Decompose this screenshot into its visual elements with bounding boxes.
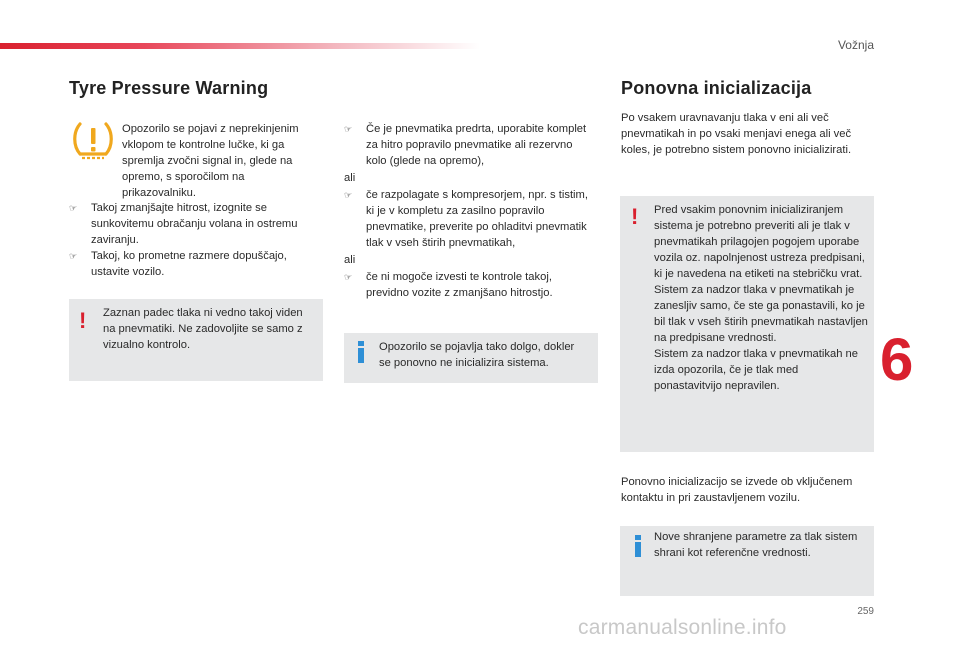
or-label: ali xyxy=(344,254,356,266)
list-item-text: če razpolagate s kompresorjem, npr. s tistim, ki je v kompletu za zasilno popravilo pnevmatike, preverite po ohladitvi pnevmatik tlak v vseh štirih pnevmatikah, xyxy=(366,189,588,249)
section-label: Vožnja xyxy=(837,38,874,52)
hand-pointer-icon: ☞ xyxy=(344,190,353,200)
info-icon xyxy=(354,341,368,363)
watermark: carmanualsonline.info xyxy=(578,616,787,639)
list-item xyxy=(344,121,596,169)
tyre-pressure-warning-icon xyxy=(70,120,116,164)
right-warning-paragraph: Pred vsakim ponovnim inicializiranjem sistema je potrebno preveriti ali je tlak v pnevmatikah prilagojen pogojem uporabe vozila oz. napolnjenost ustreza predpisani, ki je navedena na etiketi na stebričku vrat. xyxy=(654,204,865,280)
middle-bullet-list xyxy=(344,121,596,301)
list-item-text: Takoj, ko prometne razmere dopuščajo, ustavite vozilo. xyxy=(91,250,287,278)
right-warning-text xyxy=(654,202,868,394)
warning-exclamation-icon: ! xyxy=(79,308,87,333)
middle-info-box xyxy=(344,333,598,383)
info-icon xyxy=(631,535,645,557)
header-accent-bar xyxy=(0,43,480,49)
right-info-box xyxy=(620,526,874,596)
right-outro: Ponovno inicializacijo se izvede ob vključenem kontaktu in pri zaustavljenem vozilu. xyxy=(621,476,853,504)
list-item-text: Če je pnevmatika predrta, uporabite komplet za hitro popravilo pnevmatike ali rezervno kolo (glede na opremo), xyxy=(366,123,587,167)
right-warning-paragraph: Sistem za nadzor tlaka v pnevmatikah je zanesljiv samo, če ste ga ponastavili, ko je bil tlak v vseh štirih pnevmatikah nastavljen na predpisane vrednosti. xyxy=(654,284,868,344)
or-label: ali xyxy=(344,172,356,184)
right-warning-box xyxy=(620,196,874,452)
right-info-text: Nove shranjene parametre za tlak sistem shrani kot referenčne vrednosti. xyxy=(654,531,858,559)
hand-pointer-icon: ☞ xyxy=(344,272,353,282)
chapter-number: 6 xyxy=(880,326,914,393)
left-warning-box xyxy=(69,299,323,381)
left-title: Tyre Pressure Warning xyxy=(69,78,269,98)
right-intro: Po vsakem uravnavanju tlaka v eni ali več pnevmatikah in po vsaki menjavi enega ali več koles, je potrebno sistem ponovno inicializirati. xyxy=(621,112,852,156)
left-bullet-list xyxy=(69,200,319,280)
list-item xyxy=(344,269,596,301)
list-item xyxy=(344,187,596,251)
list-item-text: Takoj zmanjšajte hitrost, izognite se sunkovitemu obračanju volana in ostremu zaviranju. xyxy=(91,202,298,246)
warning-exclamation-icon: ! xyxy=(631,204,639,229)
hand-pointer-icon: ☞ xyxy=(69,203,78,213)
left-warning-text: Zaznan padec tlaka ni vedno takoj viden na pnevmatiki. Ne zadovoljite se samo z vizualno kontrolo. xyxy=(103,307,303,351)
list-item-text: če ni mogoče izvesti te kontrole takoj, previdno vozite z zmanjšano hitrostjo. xyxy=(366,271,553,299)
right-warning-paragraph: Sistem za nadzor tlaka v pnevmatikah ne izda opozorila, če je tlak med ponastavitvijo nepravilen. xyxy=(654,348,858,392)
middle-info-text: Opozorilo se pojavlja tako dolgo, dokler se ponovno ne inicializira sistema. xyxy=(379,341,575,369)
right-title: Ponovna inicializacija xyxy=(621,78,812,98)
hand-pointer-icon: ☞ xyxy=(344,124,353,134)
left-intro: Opozorilo se pojavi z neprekinjenim vklopom te kontrolne lučke, ki ga spremlja zvočni signal in, glede na opremo, s sporočilom na prikazovalniku. xyxy=(122,123,299,199)
list-item xyxy=(69,248,319,280)
page-number: 259 xyxy=(857,606,874,617)
hand-pointer-icon: ☞ xyxy=(69,251,78,261)
list-item xyxy=(69,200,319,248)
